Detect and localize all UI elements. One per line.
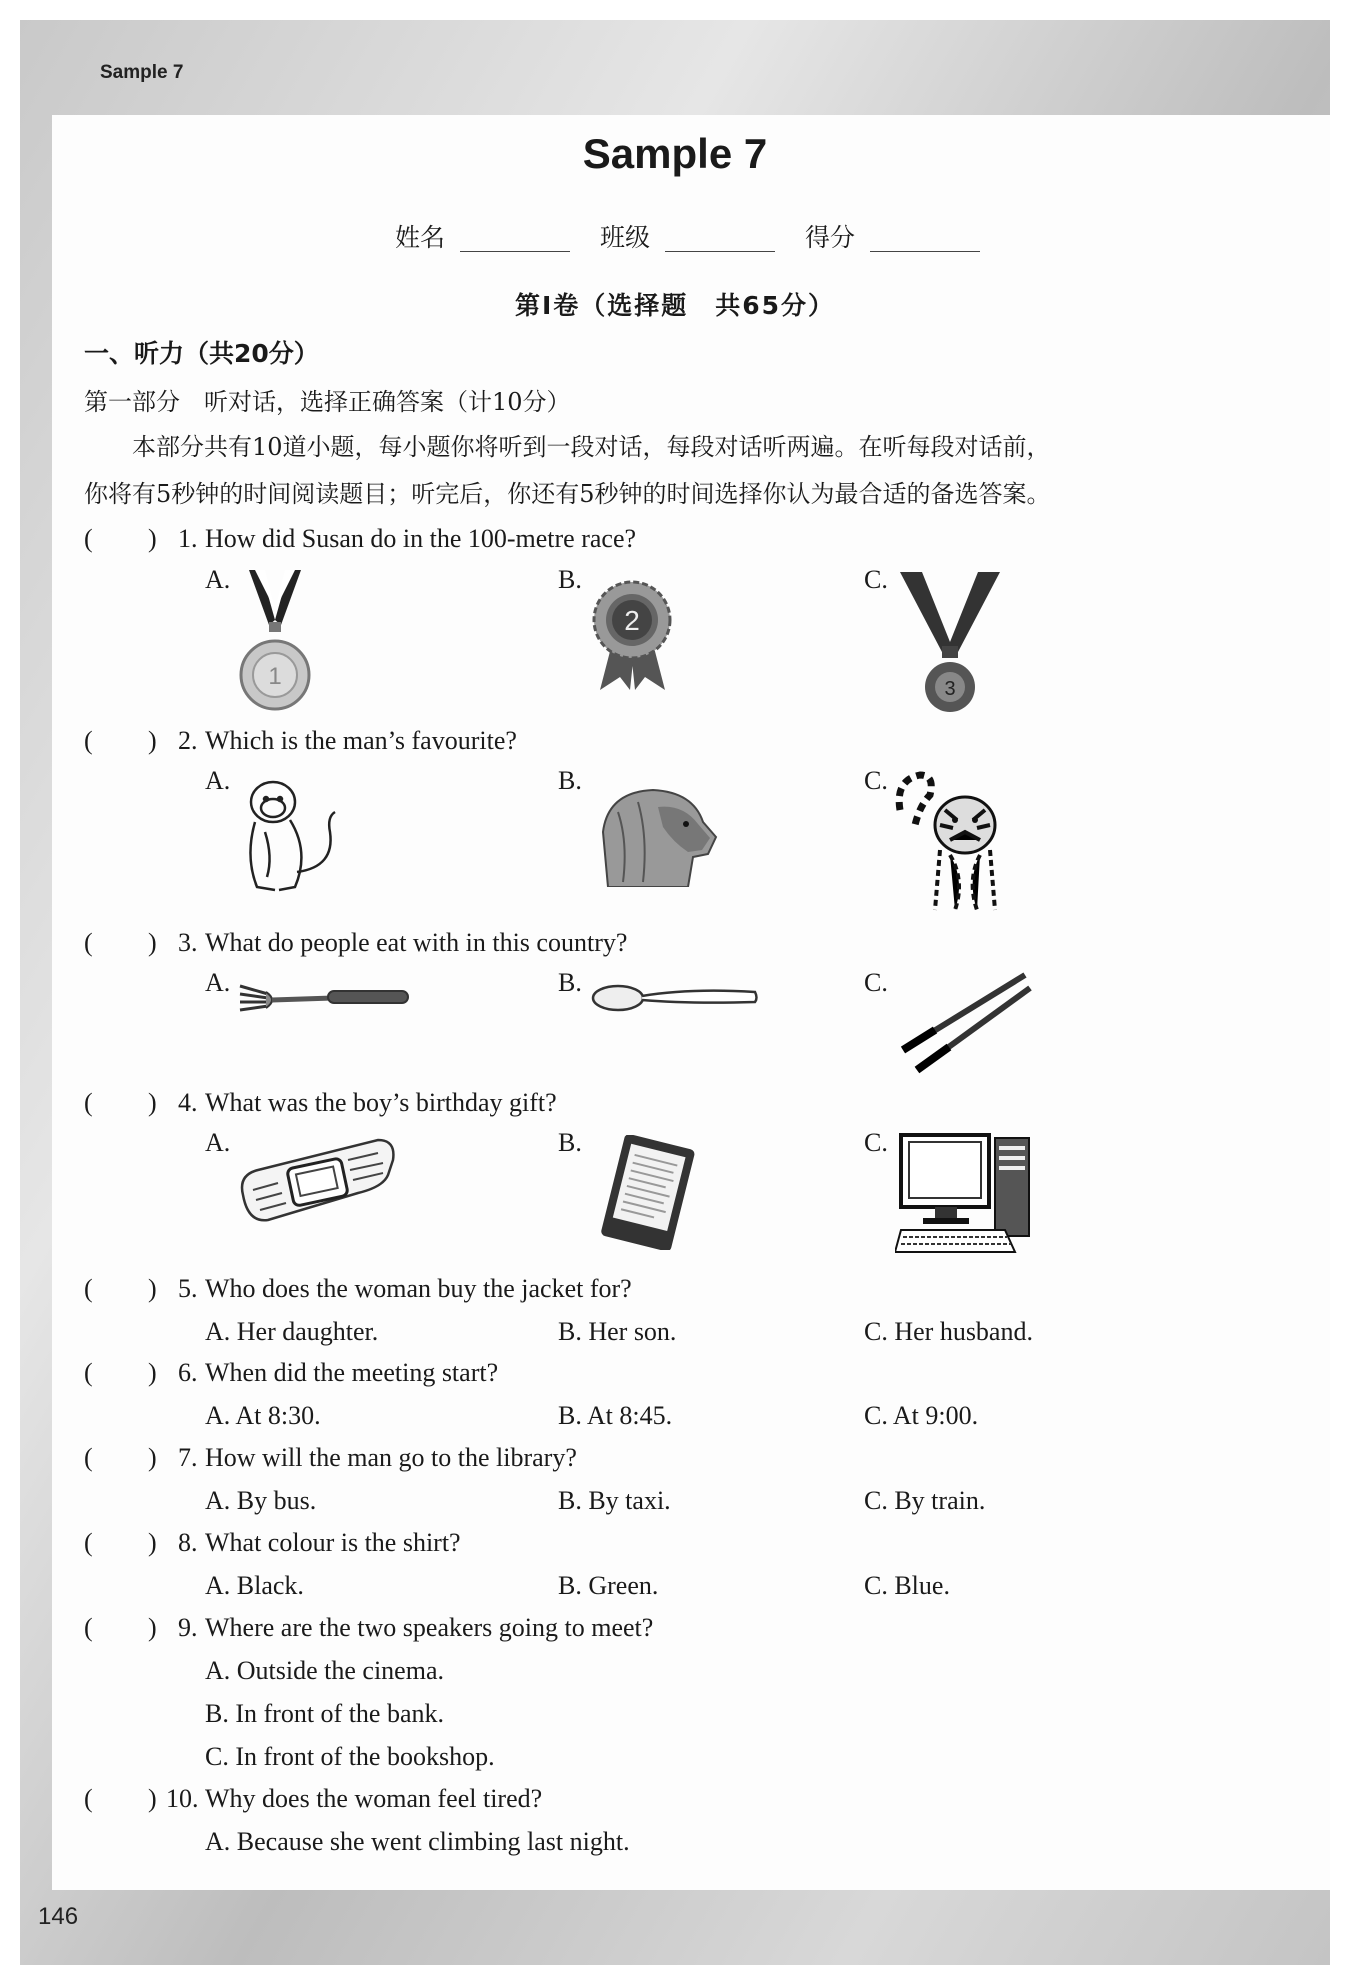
answer-blank-open[interactable]: (: [84, 1613, 93, 1642]
question-text: What was the boy’s birthday gift?: [205, 1088, 557, 1117]
answer-blank-open[interactable]: (: [84, 1358, 93, 1387]
page-title: Sample 7: [582, 130, 768, 177]
question-text: How did Susan do in the 100-metre race?: [205, 524, 637, 553]
name-label: 姓名: [395, 223, 446, 252]
computer-icon: [895, 1130, 1035, 1260]
answer-blank-open[interactable]: (: [84, 726, 93, 755]
question-text: What do people eat with in this country?: [205, 928, 628, 957]
option-a-label[interactable]: A.: [205, 1128, 231, 1157]
option-c[interactable]: C. At 9:00.: [864, 1401, 979, 1430]
answer-blank-close: ): [148, 1274, 157, 1303]
answer-blank-close: ): [148, 1088, 157, 1117]
option-a-label[interactable]: A.: [205, 968, 231, 997]
question-text: Which is the man’s favourite?: [205, 726, 517, 755]
answer-blank-open[interactable]: (: [84, 1088, 93, 1117]
option-c-label[interactable]: C.: [864, 565, 888, 594]
question-number: 6.: [178, 1358, 198, 1387]
question-text: Why does the woman feel tired?: [205, 1784, 543, 1813]
option-a-label[interactable]: A.: [205, 565, 231, 594]
option-a[interactable]: A. Because she went climbing last night.: [205, 1827, 630, 1856]
question-number: 8.: [178, 1528, 198, 1557]
instructions-line-1: 本部分共有10道小题，每小题你将听到一段对话，每段对话听两遍。在听每段对话前，: [84, 433, 1051, 461]
option-b-label[interactable]: B.: [558, 565, 582, 594]
svg-text:3: 3: [944, 678, 956, 700]
option-a[interactable]: A. Outside the cinema.: [205, 1656, 444, 1685]
option-c-label[interactable]: C.: [864, 1128, 888, 1157]
answer-blank-open[interactable]: (: [84, 524, 93, 553]
option-c[interactable]: C. In front of the bookshop.: [205, 1742, 495, 1771]
answer-blank-open[interactable]: (: [84, 928, 93, 957]
option-b-label[interactable]: B.: [558, 1128, 582, 1157]
instructions-line-2: 你将有5秒钟的时间阅读题目；听完后，你还有5秒钟的时间选择你认为最合适的备选答案。: [84, 480, 1051, 508]
answer-blank-open[interactable]: (: [84, 1784, 93, 1813]
svg-text:1: 1: [268, 663, 282, 690]
option-c[interactable]: C. By train.: [864, 1486, 986, 1515]
option-a[interactable]: A. At 8:30.: [205, 1401, 321, 1430]
option-c[interactable]: C. Blue.: [864, 1571, 950, 1600]
option-b[interactable]: B. In front of the bank.: [205, 1699, 445, 1728]
section-heading: 一、听力（共20分）: [84, 339, 319, 368]
name-field[interactable]: [460, 251, 570, 252]
option-a[interactable]: A. By bus.: [205, 1486, 317, 1515]
medal-3rd-icon: [900, 572, 1000, 712]
answer-blank-close: ): [148, 726, 157, 755]
question-number: 2.: [178, 726, 198, 755]
rosette-2nd-icon: [590, 572, 675, 692]
chopsticks-icon: [895, 970, 1035, 1080]
subpart-title: 第一部分 听对话，选择正确答案（计10分）: [84, 388, 571, 416]
question-number: 10.: [166, 1784, 199, 1813]
watch-icon: [238, 1135, 398, 1225]
answer-blank-open[interactable]: (: [84, 1274, 93, 1303]
class-field[interactable]: [665, 251, 775, 252]
question-text: Who does the woman buy the jacket for?: [205, 1274, 632, 1303]
option-b-label[interactable]: B.: [558, 766, 582, 795]
answer-blank-close: ): [148, 1358, 157, 1387]
answer-blank-open[interactable]: (: [84, 1528, 93, 1557]
fork-icon: [238, 978, 413, 1028]
ereader-icon: [590, 1135, 705, 1250]
question-text: What colour is the shirt?: [205, 1528, 461, 1557]
option-c-label[interactable]: C.: [864, 766, 888, 795]
option-b-label[interactable]: B.: [558, 968, 582, 997]
answer-blank-close: ): [148, 1443, 157, 1472]
score-field[interactable]: [870, 251, 980, 252]
tiger-icon: [895, 770, 1005, 915]
question-number: 4.: [178, 1088, 198, 1117]
question-number: 9.: [178, 1613, 198, 1642]
answer-blank-close: ): [148, 928, 157, 957]
answer-blank-open[interactable]: (: [84, 1443, 93, 1472]
option-a[interactable]: A. Her daughter.: [205, 1317, 379, 1346]
question-number: 3.: [178, 928, 198, 957]
page-number: 146: [38, 1903, 79, 1930]
option-c-label[interactable]: C.: [864, 968, 888, 997]
class-label: 班级: [600, 223, 651, 252]
question-number: 1.: [178, 524, 198, 553]
question-text: Where are the two speakers going to meet?: [205, 1613, 654, 1642]
question-number: 5.: [178, 1274, 198, 1303]
answer-blank-close: ): [148, 1613, 157, 1642]
lion-icon: [598, 782, 718, 887]
answer-blank-close: ): [148, 1528, 157, 1557]
header-label: Sample 7: [100, 62, 184, 83]
question-number: 7.: [178, 1443, 198, 1472]
option-b[interactable]: B. Her son.: [558, 1317, 677, 1346]
option-b[interactable]: B. Green.: [558, 1571, 659, 1600]
answer-blank-close: ): [148, 524, 157, 553]
spoon-icon: [590, 980, 760, 1020]
option-b[interactable]: B. By taxi.: [558, 1486, 671, 1515]
option-c[interactable]: C. Her husband.: [864, 1317, 1033, 1346]
svg-text:2: 2: [624, 605, 640, 636]
option-b[interactable]: B. At 8:45.: [558, 1401, 673, 1430]
option-a-label[interactable]: A.: [205, 766, 231, 795]
medal-1st-icon: [235, 570, 315, 715]
option-a[interactable]: A. Black.: [205, 1571, 304, 1600]
part-title: 第Ⅰ卷（选择题 共65分）: [514, 291, 836, 320]
question-text: How will the man go to the library?: [205, 1443, 577, 1472]
monkey-icon: [235, 772, 355, 902]
score-label: 得分: [805, 223, 856, 252]
question-text: When did the meeting start?: [205, 1358, 499, 1387]
answer-blank-close: ): [148, 1784, 157, 1813]
